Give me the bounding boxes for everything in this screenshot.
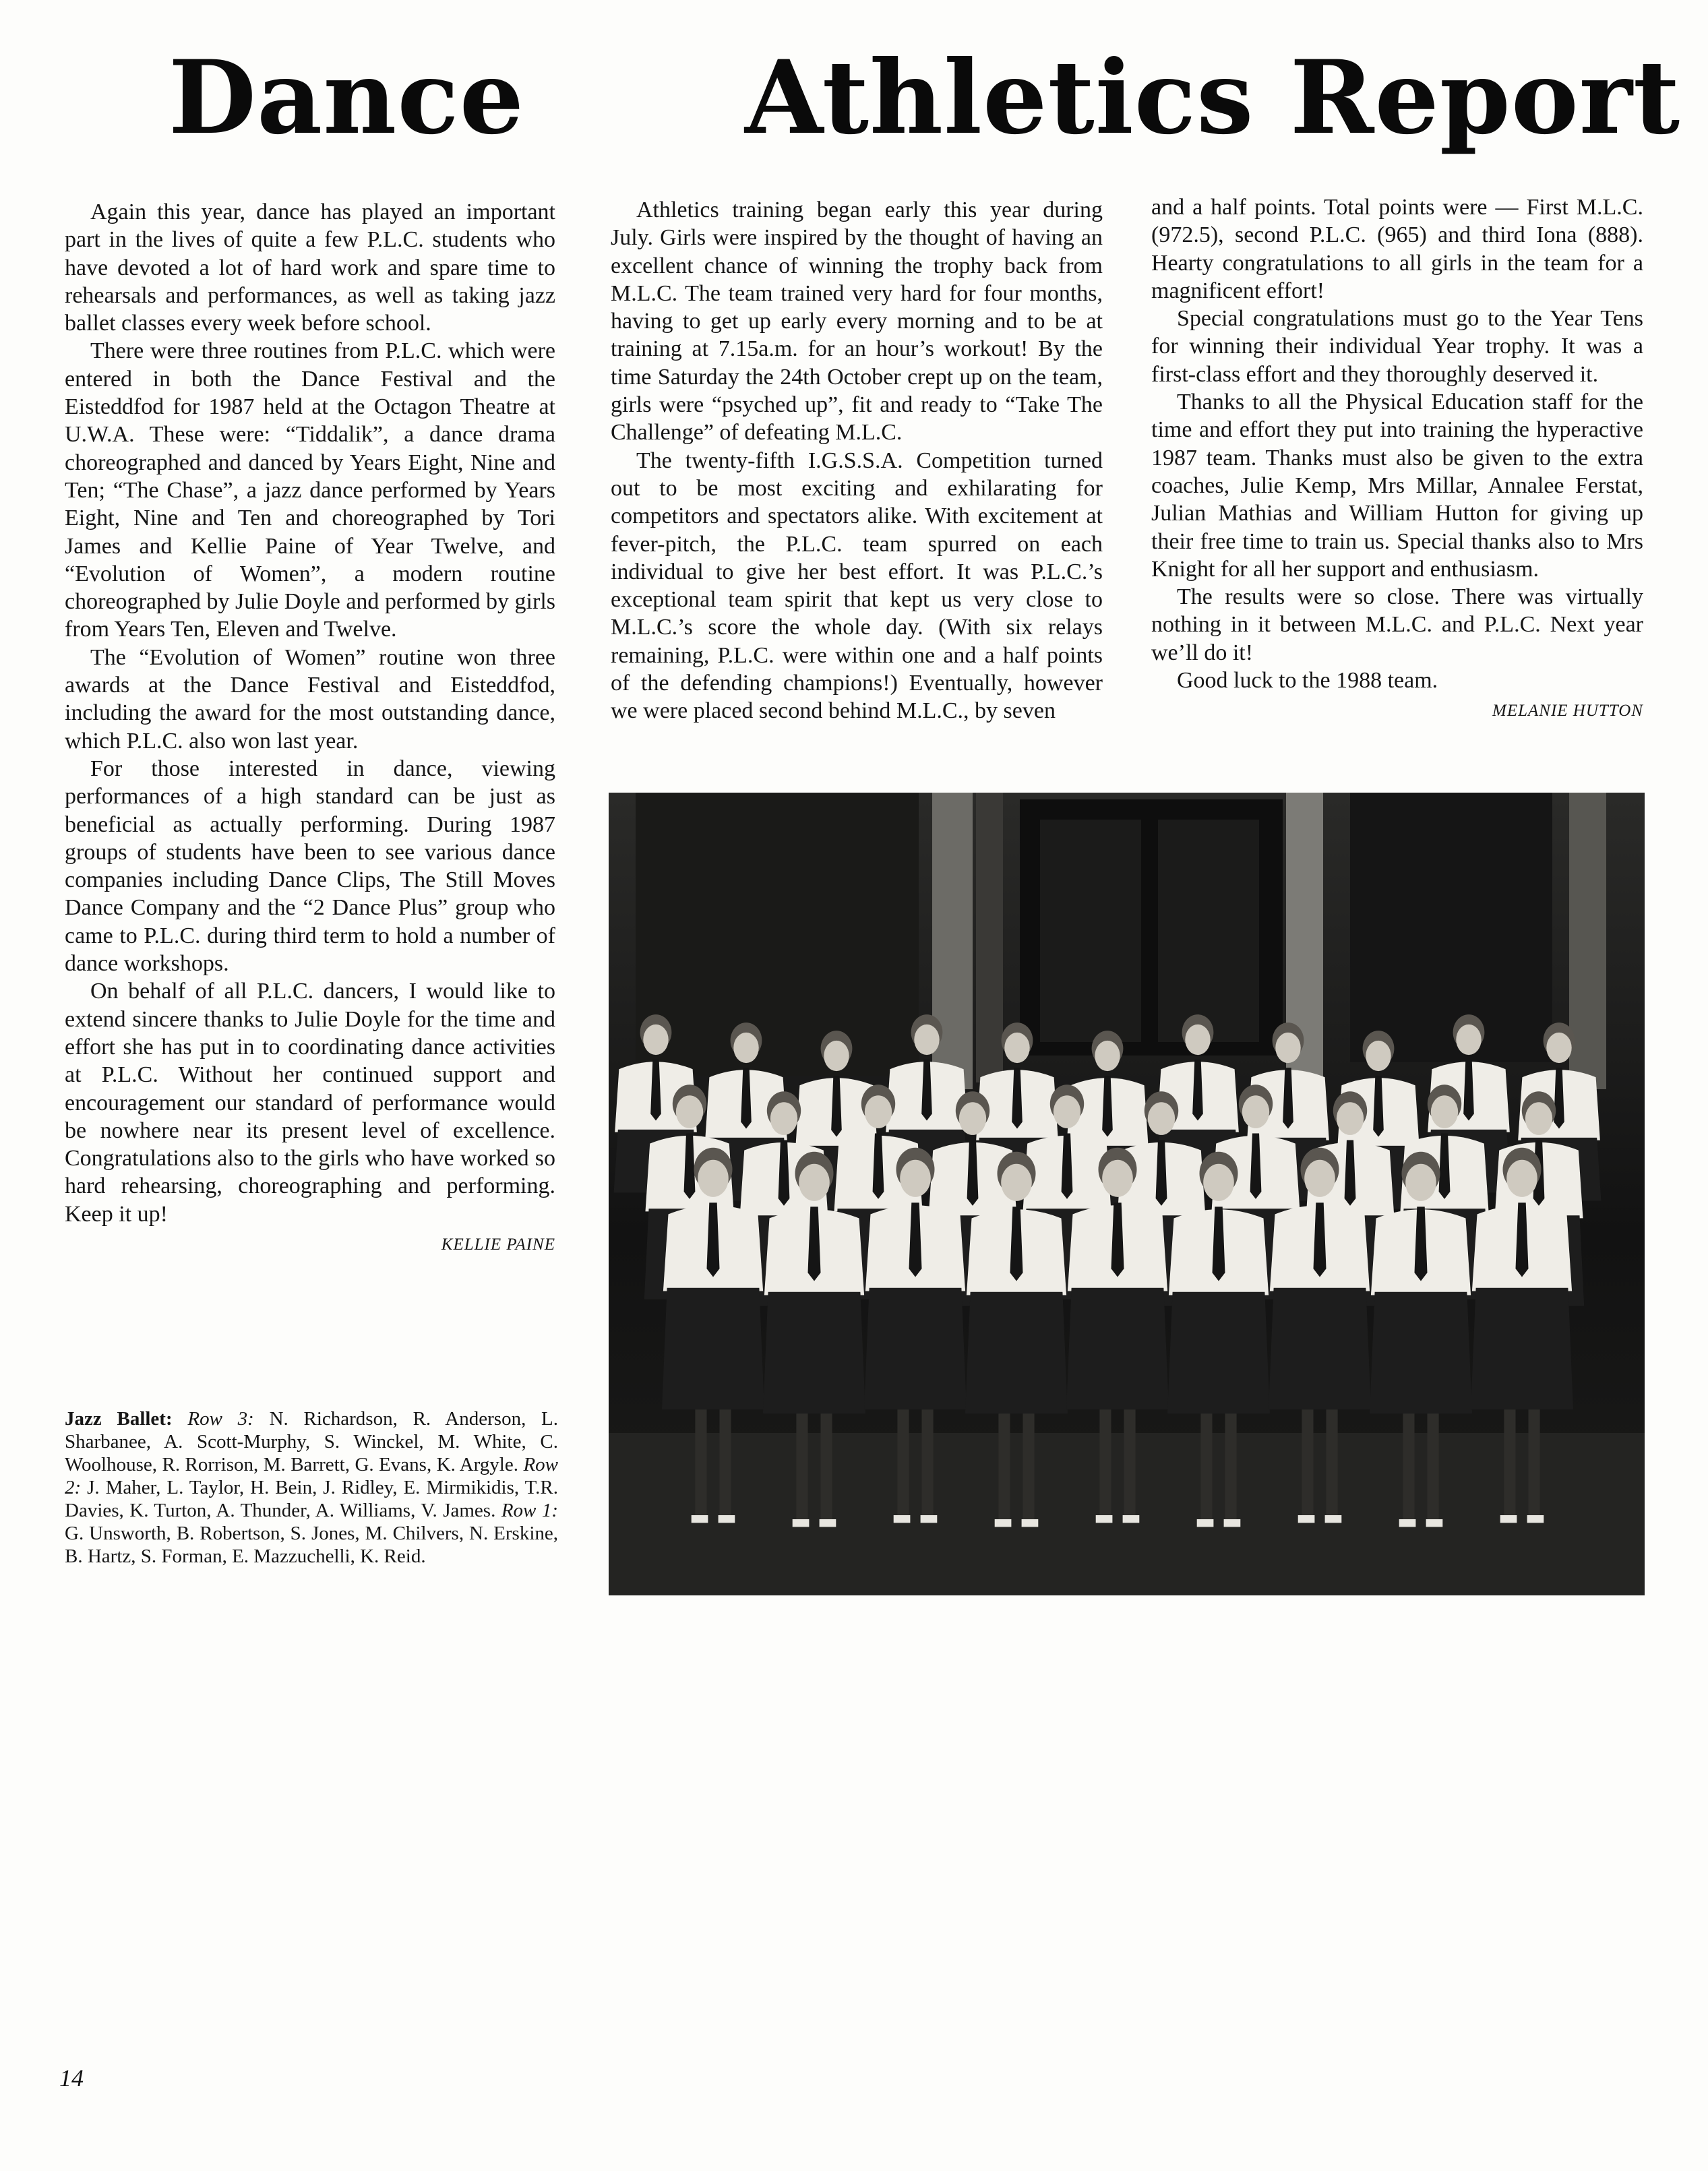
athletics-paragraph: Special congratulations must go to the Year Tens for winning their individual Year trophy. It was a first-class effort and they thoroughly deserved it. [1151, 306, 1643, 387]
dance-paragraph: Again this year, dance has played an important part in the lives of quite a few P.L.C. students who have devoted a lot of hard work and spare time to rehearsals and performances, as well as taking jazz ballet classes every week before school. [65, 200, 555, 336]
dance-paragraph: There were three routines from P.L.C. which were entered in both the Dance Festival and the Eisteddfod for 1987 held at the Octagon Theatre at U.W.A. These were: “Tiddalik”, a dance drama choreographed and danced by Years Eight, Nine and Ten; “The Chase”, a jazz dance performed by Years Eight, Nine and Ten and choreographed by Tori James and Kellie Paine of Year Twelve, and “Evolution of Women”, a modern routine choreographed by Julie Doyle and performed by girls from Years Ten, Eleven and Twelve. [65, 338, 555, 642]
athletics-report-title: Athletics Report [745, 38, 1681, 157]
athletics-paragraph: The twenty-fifth I.G.S.S.A. Competition turned out to be most exciting and exhilarating for competitors and spectators alike. With excitement at fever-pitch, the P.L.C. team spurred on each individual to give her best effort. It was P.L.C.’s exceptional team spirit that kept us very close to M.L.C.’s score the whole day. (With six relays remaining, P.L.C. were within one and a half points of the defending champions!) Eventually, however we were placed second behind M.L.C., by seven [611, 448, 1103, 724]
athletics-paragraph: The results were so close. There was virtually nothing in it between M.L.C. and P.L.C. Next year we’ll do it! [1151, 584, 1643, 665]
caption-group-label: Jazz Ballet: [65, 1408, 173, 1430]
athletics-paragraph: Thanks to all the Physical Education staff for the time and effort they put into training the hyperactive 1987 team. Thanks must also be given to the extra coaches, Julie Kemp, Mrs Millar, Annalee Ferstat, Julian Mathias and William Hutton for giving up their free time to train us. Special thanks also to Mrs Knight for all her support and enthusiasm. [1151, 390, 1643, 582]
caption-row-3-names: N. Richardson, R. Anderson, L. Sharbanee, A. Scott-Murphy, S. Winckel, M. White, C. Woolhouse, R. Rorrison, M. Barrett, G. Evans, K. Argyle. [65, 1408, 559, 1475]
athletics-column-1 [611, 196, 1103, 725]
athletics-column-2 [1151, 193, 1643, 725]
dance-paragraph: The “Evolution of Women” routine won three awards at the Dance Festival and Eisteddfod, including the award for the most outstanding dance, which P.L.C. also won last year. [65, 644, 555, 754]
caption-row-2-label: Row 2: [65, 1454, 559, 1498]
dance-paragraph: For those interested in dance, viewing performances of a high standard can be just as beneficial as actually performing. During 1987 groups of students have been to see various dance companies including Dance Clips, The Still Moves Dance Company and the “2 Dance Plus” group who came to P.L.C. during third term to hold a number of dance workshops. [65, 756, 555, 977]
dance-title: Dance [169, 38, 525, 157]
athletics-paragraph: Athletics training began early this year during July. Girls were inspired by the thought of having an excellent chance of winning the trophy back from M.L.C. The team trained very hard for four months, having to get up early every morning and to be at training at 7.15a.m. for an hour’s workout! By the time Saturday the 24th October crept up on the team, girls were “psyched up”, fit and ready to “Take The Challenge” of defeating M.L.C. [611, 197, 1103, 446]
athletics-byline: MELANIE HUTTON [1492, 702, 1643, 721]
dance-paragraph: On behalf of all P.L.C. dancers, I would like to extend sincere thanks to Julie Doyle for the time and effort she has put in to coordinating dance activities at P.L.C. Without her continued support and encouragement our standard of performance would be nowhere near its present level of excellence. Congratulations also to the girls who have worked so hard rehearsing, choreographing and performing. Keep it up! [65, 979, 555, 1227]
caption-row-1-label: Row 1: [501, 1500, 559, 1521]
athletics-paragraph: Good luck to the 1988 team. [1177, 668, 1438, 694]
photo-caption [65, 1407, 558, 1568]
caption-row-3-label: Row 3: [187, 1408, 254, 1430]
caption-row-2-names: J. Maher, L. Taylor, H. Bein, J. Ridley, E. Mirmikidis, T.R. Davies, K. Turton, A. Thunder, A. Williams, V. James. [65, 1477, 558, 1521]
athletics-paragraph-continued: and a half points. Total points were — First M.L.C. (972.5), second P.L.C. (965) and third Iona (888). Hearty congratulations to all girls in the team for a magnificent effort! [1151, 195, 1643, 303]
dance-byline: KELLIE PAINE [441, 1235, 555, 1254]
caption-row-1-names: G. Unsworth, B. Robertson, S. Jones, M. Chilvers, N. Erskine, B. Hartz, S. Forman, E. Mazzuchelli, K. Reid. [65, 1523, 558, 1567]
dance-article [65, 198, 555, 1258]
page-number: 14 [59, 2065, 84, 2091]
jazz-ballet-group-photo [609, 793, 1645, 1595]
group-photo-illustration [609, 793, 1645, 1595]
